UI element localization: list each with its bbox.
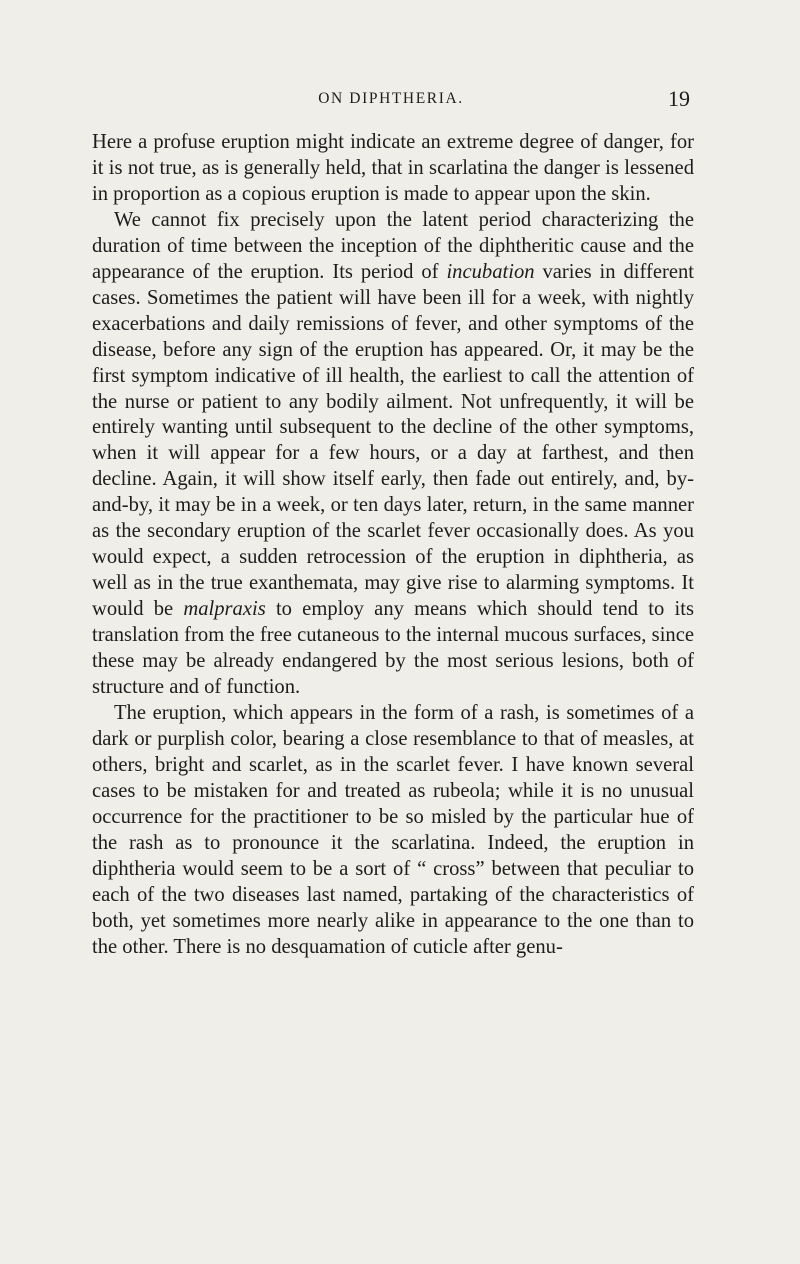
paragraph xyxy=(92,208,694,701)
paragraph-text: Here a profuse eruption might indicate an extreme degree of danger, for it is not true, as is generally held, that in scarlatina the danger is lessened in proportion as a copious eruption is made to appear upon the skin. xyxy=(92,131,694,205)
paragraph-text: The eruption, which appears in the form of a rash, is sometimes of a dark or purplish color, bearing a close resemblance to that of measles, at others, bright and scarlet, as in the scarlet fever. I have known several cases to be mistaken for and treated as rubeola; while it is no unusual occurrence for the practitioner to be so misled by the particular hue of the rash as to pronounce it the scarlatina. Indeed, the eruption in diphtheria would seem to be a sort of “ cross” between that peculiar to each of the two diseases last named, partaking of the characteristics of both, yet sometimes more nearly alike in appearance to the one than to the other. There is no desquamation of cuticle after genu- xyxy=(92,701,694,958)
paragraph-text: to employ any means which should tend to its translation from the free cutaneous to the internal mucous surfaces, since these may be already endangered by the most serious lesions, both of structure and of function. xyxy=(92,598,695,699)
paragraph xyxy=(92,701,694,961)
paragraph-text: We cannot fix precisely upon the latent period characterizing the duration of time between the inception of the diphtheritic cause and the appearance of the eruption. Its period of xyxy=(92,208,694,283)
paragraph xyxy=(92,130,694,208)
body-text xyxy=(92,130,694,961)
running-header xyxy=(92,86,690,120)
italic-term: incubation xyxy=(446,260,535,283)
running-title: ON DIPHTHERIA. xyxy=(318,90,464,107)
italic-term: malpraxis xyxy=(183,598,266,621)
paragraph-text: varies in different cases. Sometimes the patient will have been ill for a week, with nightly exacerbations and daily remissions of fever, and other symptoms of the disease, before any sign of the eruption has appeared. Or, it may be the first symptom indicative of ill health, the earliest to call the attention of the nurse or patient to any bodily ailment. Not unfrequently, it will be entirely wanting until subsequent to the decline of the other symptoms, when it will appear for a few hours, or a day at farthest, and then decline. Again, it will show itself early, then fade out entirely, and, by-and-by, it may be in a week, or ten days later, return, in the same manner as the secondary eruption of the scarlet fever occasionally does. As you would expect, a sudden retrocession of the eruption in diphtheria, as well as in the true exanthemata, may give rise to alarming symptoms. It would be xyxy=(92,260,694,621)
page-number: 19 xyxy=(668,86,690,111)
